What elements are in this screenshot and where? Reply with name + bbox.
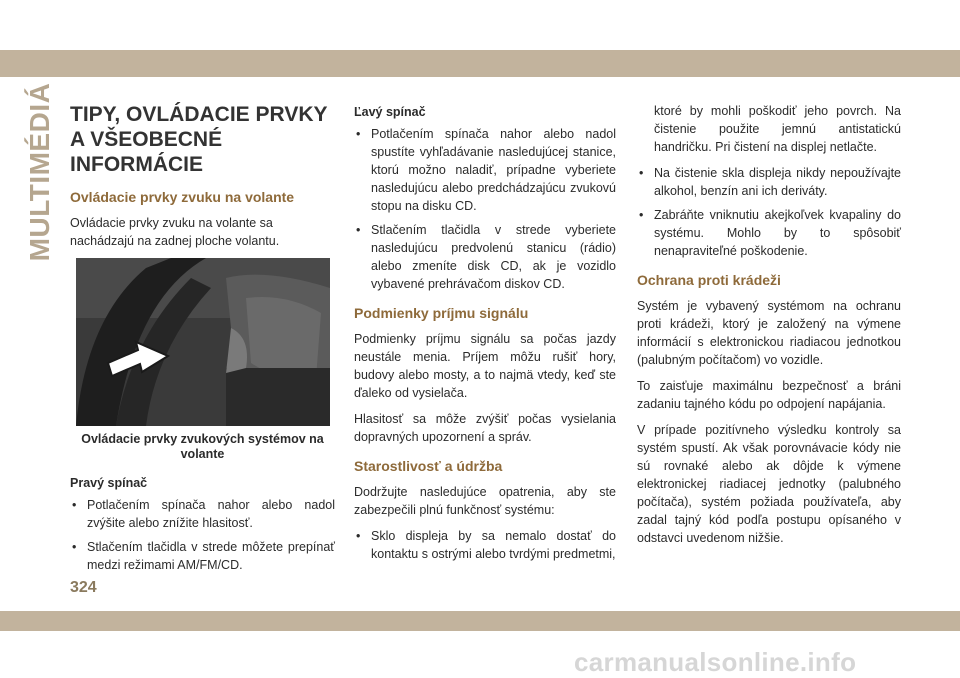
care-intro: Dodržujte nasledujúce opatrenia, aby ste zabezpečili plnú funkčnosť systému:	[354, 485, 616, 517]
left-switch-heading: Ľavý spínač	[354, 105, 426, 119]
bottom-decor-band	[0, 611, 960, 631]
column-3	[637, 102, 901, 555]
reception-paragraph-1: Podmienky príjmu signálu sa počas jazdy neustále menia. Príjem môžu rušiť hory, budovy alebo mosty, a to najmä vtedy, keď ste ďaleko od vysielača.	[354, 332, 616, 400]
figure-caption: Ovládacie prvky zvukových systémov na volante	[81, 432, 324, 461]
section-side-label: MULTIMÉDIÁ	[24, 82, 55, 262]
list-item: • Zabráňte vniknutiu akejkoľvek kvapaliny do systému. Mohlo by to spôsobiť nenapraviteľné poškodenie.	[637, 206, 901, 260]
column-2	[354, 102, 616, 569]
section-heading-reception: Podmienky príjmu signálu	[354, 305, 529, 321]
care-list	[637, 164, 901, 260]
column-1	[70, 102, 335, 580]
theft-paragraph-3: V prípade pozitívneho výsledku kontroly sa systém spustí. Ak však porovnávacie kódy nie sú rovnaké alebo ak dôjde k výmene elektronickej riadiacej jednotky (palubného počítača), systém požiada používateľa, aby zadal tajný kód podľa postupu opísaného v odstavci uvedenom nižšie.	[637, 423, 901, 545]
top-decor-band	[0, 50, 960, 77]
list-item: • Stlačením tlačidla v strede môžete prepínať medzi režimami AM/FM/CD.	[70, 538, 335, 574]
steering-wheel-illustration	[76, 258, 330, 426]
list-item: • Potlačením spínača nahor alebo nadol zvýšite alebo znížite hlasitosť.	[70, 496, 335, 532]
page-title: TIPY, OVLÁDACIE PRVKY A VŠEOBECNÉ INFORMÁCIE	[70, 103, 328, 176]
list-item: • Sklo displeja by sa nemalo dostať do kontaktu s ostrými alebo tvrdými predmetmi,	[354, 527, 616, 563]
care-list-start	[354, 527, 616, 563]
section-heading-steering-audio: Ovládacie prvky zvuku na volante	[70, 189, 295, 205]
list-item: • Stlačením tlačidla v strede vyberiete nasledujúcu predvolenú stanicu (rádio) alebo zmeníte disk CD, ak je vozidlo vybavené prehrávačom diskov CD.	[354, 221, 616, 293]
right-switch-list	[70, 496, 335, 574]
theft-paragraph-1: Systém je vybavený systémom na ochranu proti krádeži, ktorý je založený na výmene informácií s elektronickou riadiacou jednotkou (palubným počítačom) vo vozidle.	[637, 299, 901, 367]
watermark: carmanualsonline.info	[574, 647, 857, 677]
left-switch-list	[354, 125, 616, 293]
theft-paragraph-2: To zaisťuje maximálnu bezpečnosť a bráni zadaniu tajného kódu po odpojení napájania.	[637, 379, 901, 411]
section-body-steering-audio: Ovládacie prvky zvuku na volante sa nachádzajú na zadnej ploche volantu.	[70, 216, 280, 248]
section-heading-theft: Ochrana proti krádeži	[637, 272, 781, 288]
steering-wheel-photo	[76, 258, 330, 426]
page-number: 324	[70, 579, 97, 596]
list-item: • Na čistenie skla displeja nikdy nepoužívajte alkohol, benzín ani ich deriváty.	[637, 164, 901, 200]
reception-paragraph-2: Hlasitosť sa môže zvýšiť počas vysielania dopravných upozornení a správ.	[354, 412, 616, 444]
care-item-continuation: ktoré by mohli poškodiť jeho povrch. Na čistenie použite jemnú antistatickú handričku. Pri čistení na displej netlačte.	[654, 104, 901, 154]
right-switch-heading: Pravý spínač	[70, 476, 148, 490]
list-item: • Potlačením spínača nahor alebo nadol spustíte vyhľadávanie nasledujúcej stanice, ktorú možno naladiť, prípadne vyberiete nasledujúcu alebo predchádzajúcu zvukovú stopu na disku CD.	[354, 125, 616, 215]
section-heading-care: Starostlivosť a údržba	[354, 458, 503, 474]
